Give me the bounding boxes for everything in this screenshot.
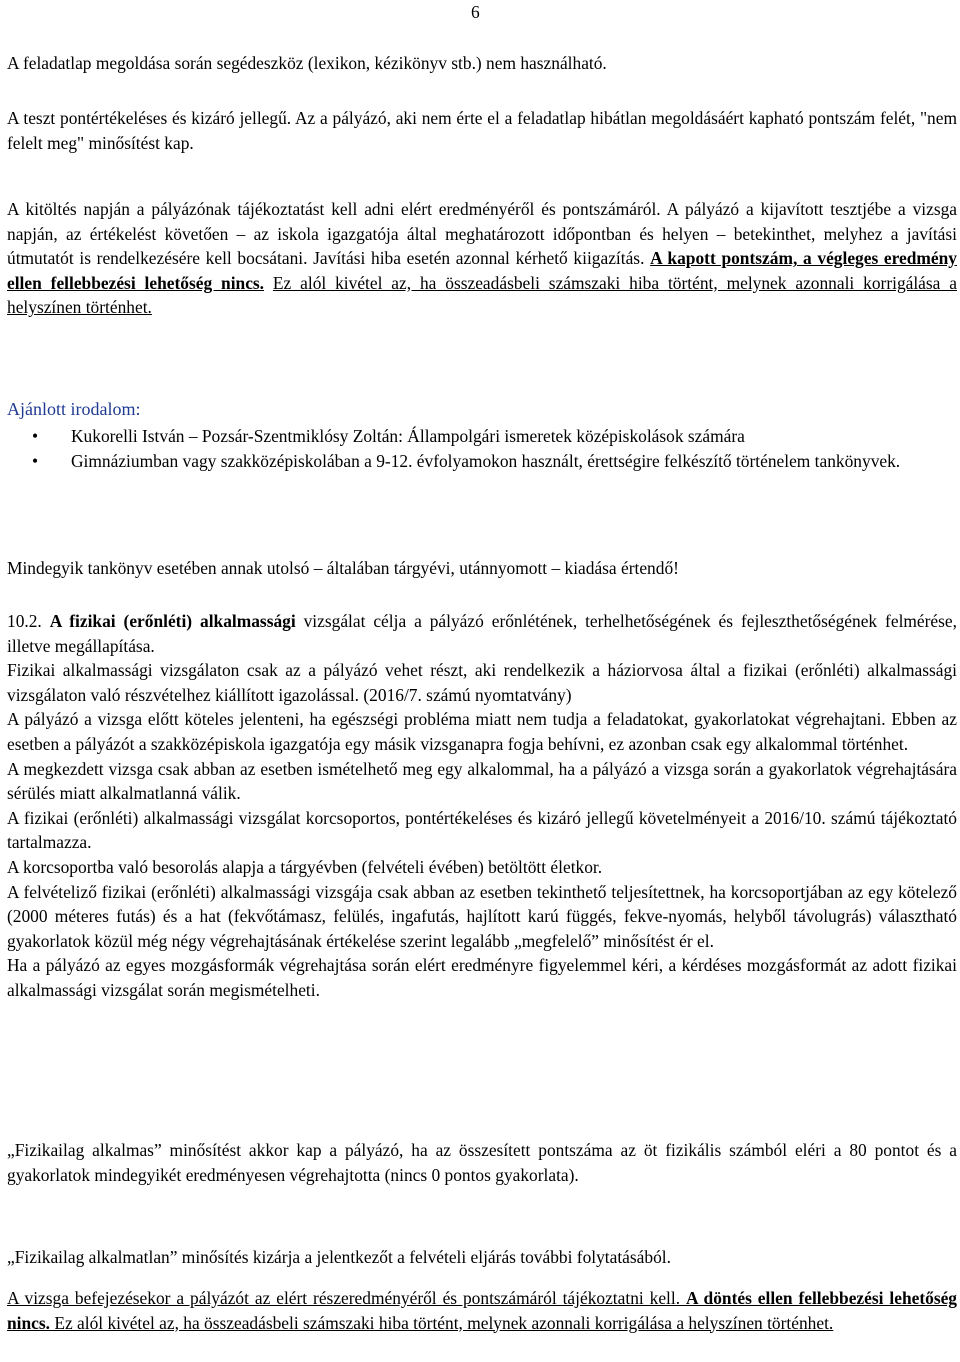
section-title: A fizikai (erőnléti) alkalmassági (49, 611, 296, 631)
section-number: 10.2. (7, 611, 50, 631)
p-test-rating: A teszt pontértékeléses és kizáró jellegű. Az a pályázó, aki nem érte el a feladatlap hibátlan megoldásáért kapható pontszám felét, "nem felelt meg" minősítést kap. (7, 108, 957, 153)
p-unfit: „Fizikailag alkalmatlan” minősítés kizárja a jelentkezőt a felvételi eljárás további folytatásából. (7, 1247, 671, 1267)
p-health-report: A pályázó a vizsga előtt köteles jelenteni, ha egészségi probléma miatt nem tudja a feladatokat, gyakorlatokat végrehajtani. Ebben az esetben a pályázót a szakközépiskola igazgatója egy másik vizsganapra fogja behívni, ez azonban csak egy alkalommal történhet. (7, 709, 957, 754)
p-tools: A feladatlap megoldása során segédeszköz (lexikon, kézikönyv stb.) nem használható. (7, 53, 607, 73)
section-10-2 (7, 609, 957, 1003)
literature-item (7, 449, 957, 474)
space (264, 273, 273, 293)
p-repeat-exam: A megkezdett vizsga csak abban az esetben ismételhető meg egy alkalommal, ha a pályázó a vizsga során a gyakorlatok végrehajtására sérülés miatt alkalmatlanná válik. (7, 758, 957, 804)
p-medical-certificate: Fizikai alkalmassági vizsgálaton csak az a pályázó vehet részt, aki rendelkezik a háziorvosa által a fizikai (erőnléti) alkalmassági vizsgálaton való részvételhez kiállított igazolással. (2016/7. számú nyomtatvány) (7, 660, 957, 705)
page-number: 6 (471, 2, 480, 22)
final-info-text: A vizsga befejezésekor a pályázót az elért részeredményéről és pontszámáról tájékoztatni kell. (7, 1288, 686, 1308)
final-no-appeal-text: A döntés ellen fellebbezési lehetőség nincs. (7, 1288, 957, 1333)
p-final-info (7, 1286, 957, 1335)
bullet-icon: • (32, 426, 39, 446)
literature-item (7, 424, 957, 449)
final-exception-text: Ez alól kivétel az, ha összeadásbeli számszaki hiba történt, melynek azonnali korrigálása a helyszínen történhet. (50, 1312, 834, 1333)
p-age-group: A korcsoportba való besorolás alapja a tárgyévben (felvételi évében) betöltött életkor. (7, 856, 603, 877)
p-repeat-exercise: Ha a pályázó az egyes mozgásformák végrehajtása során elért eredményre figyelemmel kéri, a kérdéses mozgásformát az adott fizikai alkalmassági vizsgálat során megismételheti. (7, 955, 957, 1000)
no-appeal-text: A kapott pontszám, a végleges eredmény ellen fellebbezési lehetőség nincs. (7, 248, 958, 293)
section-intro-text: vizsgálat célja a pályázó erőnlétének, terhelhetőségének és fejleszthetőségének felmérése, illetve megállapítása. (7, 611, 957, 656)
results-text: A kitöltés napján a pályázónak tájékoztatást kell adni elért eredményéről és pontszámáról. A pályázó a kijavított tesztjébe a vizsga napján, az értékelést követően – az iskola igazgatója által meghatározott időpontban és helyen – betekinthet, melyhez a javítási útmutatót is rendelkezésére kell bocsátani. Javítási hiba esetén azonnal kérhető kiigazítás. (7, 199, 957, 269)
p-results-info (7, 197, 957, 320)
exception-text: Ez alól kivétel az, ha összeadásbeli számszaki hiba történt, melynek azonnali korrigálása a helyszínen történhet. (7, 272, 957, 318)
p-fit: „Fizikailag alkalmas” minősítést akkor kap a pályázó, ha az összesített pontszáma az öt fizikális számból eléri a 80 pontot és a gyakorlatok mindegyikét eredményesen végrehajtotta (nincs 0 pontos gyakorlata). (7, 1140, 957, 1185)
p-section-intro (7, 609, 957, 658)
literature-heading: Ajánlott irodalom: (7, 399, 141, 419)
p-textbook-edition: Mindegyik tankönyv esetében annak utolsó – általában tárgyévi, utánnyomott – kiadása értendő! (7, 558, 679, 578)
literature-item-text: Kukorelli István – Pozsár-Szentmiklósy Zoltán: Állampolgári ismeretek középiskolások számára (71, 426, 745, 446)
bullet-icon: • (32, 450, 39, 471)
p-requirements: A fizikai (erőnléti) alkalmassági vizsgálat korcsoportos, pontértékeléses és kizáró jellegű követelményeit a 2016/10. számú tájékoztató tartalmazza. (7, 807, 957, 853)
literature-item-text: Gimnáziumban vagy szakközépiskolában a 9-12. évfolyamokon használt, érettségire felkészítő történelem tankönyvek. (71, 450, 901, 471)
p-completion: A felvételiző fizikai (erőnléti) alkalmassági vizsgája csak abban az esetben tekinthető teljesítettnek, ha korcsoportjában az egy kötelező (2000 méteres futás) és a hat (fekvőtámasz, felülés, ingafutás, hajlított karú függés, fekve-nyomás, helyből távolugrás) választható gyakorlatok közül még négy végrehajtásának értékelése szerint legalább „megfelelő” minősítést ér el. (7, 881, 957, 951)
literature-list (7, 424, 957, 473)
